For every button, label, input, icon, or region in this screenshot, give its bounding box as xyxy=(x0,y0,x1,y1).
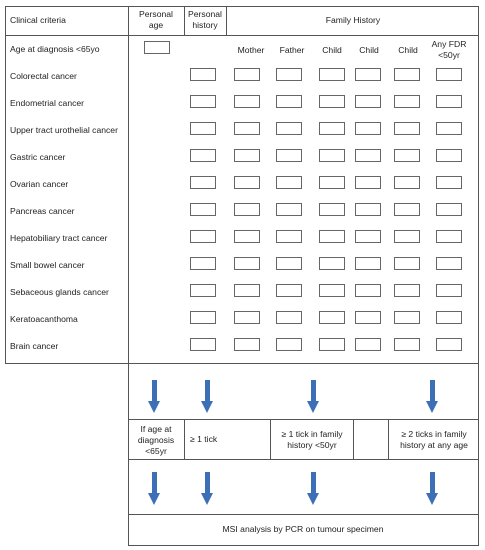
checkbox[interactable] xyxy=(394,122,420,135)
checkbox[interactable] xyxy=(190,284,216,297)
criteria-divider-1 xyxy=(184,419,185,460)
row-label-ovarian: Ovarian cancer xyxy=(10,179,69,189)
checkbox[interactable] xyxy=(394,203,420,216)
criterion-age-2: diagnosis xyxy=(137,435,175,445)
checkbox[interactable] xyxy=(319,68,345,81)
checkbox[interactable] xyxy=(355,176,381,189)
arrow-down-icon xyxy=(148,380,160,414)
checkbox[interactable] xyxy=(394,257,420,270)
checkbox[interactable] xyxy=(276,257,302,270)
family-col-child-1: Child xyxy=(322,45,342,55)
family-col-mother: Mother xyxy=(237,45,265,55)
checkbox[interactable] xyxy=(190,176,216,189)
checkbox[interactable] xyxy=(319,284,345,297)
col-divider-2 xyxy=(184,6,185,35)
checkbox[interactable] xyxy=(436,68,462,81)
checkbox[interactable] xyxy=(319,203,345,216)
checkbox[interactable] xyxy=(234,176,260,189)
criteria-row-top xyxy=(128,419,479,420)
checkbox[interactable] xyxy=(394,95,420,108)
arrow-down-icon xyxy=(426,380,438,414)
checkbox[interactable] xyxy=(394,176,420,189)
checkbox[interactable] xyxy=(234,284,260,297)
header-personal-history-1: Personal xyxy=(188,9,222,19)
criterion-family-any-2: history at any age xyxy=(400,440,468,450)
family-col-child-2: Child xyxy=(359,45,379,55)
row-label-sebaceous: Sebaceous glands cancer xyxy=(10,287,109,297)
checkbox[interactable] xyxy=(355,122,381,135)
checkbox[interactable] xyxy=(234,338,260,351)
checkbox[interactable] xyxy=(190,230,216,243)
checkbox[interactable] xyxy=(436,95,462,108)
arrow-down-icon xyxy=(307,380,319,414)
checkbox[interactable] xyxy=(276,338,302,351)
checkbox[interactable] xyxy=(394,338,420,351)
checkbox[interactable] xyxy=(234,257,260,270)
arrow-down-icon xyxy=(307,472,319,506)
arrow-down-icon xyxy=(201,472,213,506)
checkbox[interactable] xyxy=(234,203,260,216)
checkbox[interactable] xyxy=(319,230,345,243)
checkbox[interactable] xyxy=(436,311,462,324)
checkbox[interactable] xyxy=(436,338,462,351)
checkbox[interactable] xyxy=(190,122,216,135)
checkbox[interactable] xyxy=(355,284,381,297)
header-divider xyxy=(5,35,479,36)
row-label-small-bowel: Small bowel cancer xyxy=(10,260,85,270)
checkbox[interactable] xyxy=(319,176,345,189)
checkbox[interactable] xyxy=(190,203,216,216)
table-border-bottom xyxy=(5,363,479,364)
checkbox[interactable] xyxy=(394,68,420,81)
checkbox[interactable] xyxy=(319,257,345,270)
checkbox[interactable] xyxy=(436,257,462,270)
arrow-down-icon xyxy=(426,472,438,506)
checkbox[interactable] xyxy=(436,230,462,243)
row-label-gastric: Gastric cancer xyxy=(10,152,66,162)
row-label-pancreas: Pancreas cancer xyxy=(10,206,75,216)
checkbox[interactable] xyxy=(319,311,345,324)
row-label-keratoacanthoma: Keratoacanthoma xyxy=(10,314,78,324)
checkbox[interactable] xyxy=(276,230,302,243)
family-col-father: Father xyxy=(279,45,305,55)
criterion-family-50-1: ≥ 1 tick in family xyxy=(281,429,343,439)
checkbox[interactable] xyxy=(436,284,462,297)
table-border-top xyxy=(5,6,479,7)
checkbox[interactable] xyxy=(190,95,216,108)
flow-border-left xyxy=(128,363,129,546)
checkbox[interactable] xyxy=(190,149,216,162)
checkbox[interactable] xyxy=(234,95,260,108)
checkbox[interactable] xyxy=(234,230,260,243)
checkbox[interactable] xyxy=(355,257,381,270)
flow-border-right xyxy=(478,363,479,546)
header-personal-age-1: Personal xyxy=(139,9,173,19)
criterion-age-1: If age at xyxy=(140,424,172,434)
criterion-family-any-1: ≥ 2 ticks in family xyxy=(401,429,467,439)
criteria-divider-2 xyxy=(270,419,271,460)
row-label-urothelial: Upper tract urothelial cancer xyxy=(10,125,118,135)
checkbox[interactable] xyxy=(190,338,216,351)
family-col-any-fdr-2: <50yr xyxy=(438,50,460,60)
checkbox[interactable] xyxy=(276,311,302,324)
checkbox[interactable] xyxy=(319,95,345,108)
checkbox[interactable] xyxy=(394,284,420,297)
result-msi-analysis: MSI analysis by PCR on tumour specimen xyxy=(222,524,384,534)
checkbox[interactable] xyxy=(234,149,260,162)
header-personal-age-2: age xyxy=(148,20,164,30)
checkbox[interactable] xyxy=(394,311,420,324)
checkbox[interactable] xyxy=(319,149,345,162)
checkbox[interactable] xyxy=(436,176,462,189)
row-label-brain: Brain cancer xyxy=(10,341,59,351)
arrow-down-icon xyxy=(201,380,213,414)
family-col-any-fdr-1: Any FDR xyxy=(431,39,467,49)
checkbox[interactable] xyxy=(319,338,345,351)
checkbox[interactable] xyxy=(436,122,462,135)
checkbox[interactable] xyxy=(355,311,381,324)
checkbox[interactable] xyxy=(190,68,216,81)
col-divider-1 xyxy=(128,6,129,364)
checkbox[interactable] xyxy=(355,95,381,108)
checkbox[interactable] xyxy=(234,68,260,81)
checkbox[interactable] xyxy=(190,311,216,324)
checkbox[interactable] xyxy=(276,203,302,216)
flow-border-bottom xyxy=(128,545,479,546)
checkbox[interactable] xyxy=(355,149,381,162)
col-divider-3 xyxy=(226,6,227,35)
criterion-age-3: <65yr xyxy=(145,446,167,456)
arrow-down-icon xyxy=(148,472,160,506)
checkbox[interactable] xyxy=(436,203,462,216)
checkbox[interactable] xyxy=(234,122,260,135)
checkbox[interactable] xyxy=(355,230,381,243)
criterion-family-50-2: history <50yr xyxy=(287,440,337,450)
checkbox[interactable] xyxy=(234,311,260,324)
checkbox[interactable] xyxy=(436,149,462,162)
checkbox[interactable] xyxy=(276,122,302,135)
checkbox[interactable] xyxy=(276,284,302,297)
header-clinical-criteria: Clinical criteria xyxy=(10,15,66,25)
checkbox[interactable] xyxy=(355,338,381,351)
table-border-right xyxy=(478,6,479,364)
checkbox[interactable] xyxy=(394,230,420,243)
criterion-one-tick: ≥ 1 tick xyxy=(190,434,218,444)
criteria-divider-3 xyxy=(353,419,354,460)
checkbox[interactable] xyxy=(355,68,381,81)
checkbox[interactable] xyxy=(276,176,302,189)
checkbox[interactable] xyxy=(276,95,302,108)
checkbox-age-under-65[interactable] xyxy=(144,41,170,54)
result-row-top xyxy=(128,514,479,515)
criteria-row-bottom xyxy=(128,459,479,460)
header-family-history: Family History xyxy=(325,15,381,25)
checkbox[interactable] xyxy=(190,257,216,270)
row-label-endometrial: Endometrial cancer xyxy=(10,98,85,108)
row-label-hepatobiliary: Hepatobiliary tract cancer xyxy=(10,233,108,243)
checkbox[interactable] xyxy=(276,68,302,81)
row-label-colorectal: Colorectal cancer xyxy=(10,71,77,81)
table-border-left xyxy=(5,6,6,364)
family-col-child-3: Child xyxy=(398,45,418,55)
checkbox[interactable] xyxy=(355,203,381,216)
row-label-age: Age at diagnosis <65yo xyxy=(10,44,100,54)
criteria-divider-4 xyxy=(388,419,389,460)
header-personal-history-2: history xyxy=(192,20,218,30)
checkbox[interactable] xyxy=(319,122,345,135)
checkbox[interactable] xyxy=(276,149,302,162)
checkbox[interactable] xyxy=(394,149,420,162)
